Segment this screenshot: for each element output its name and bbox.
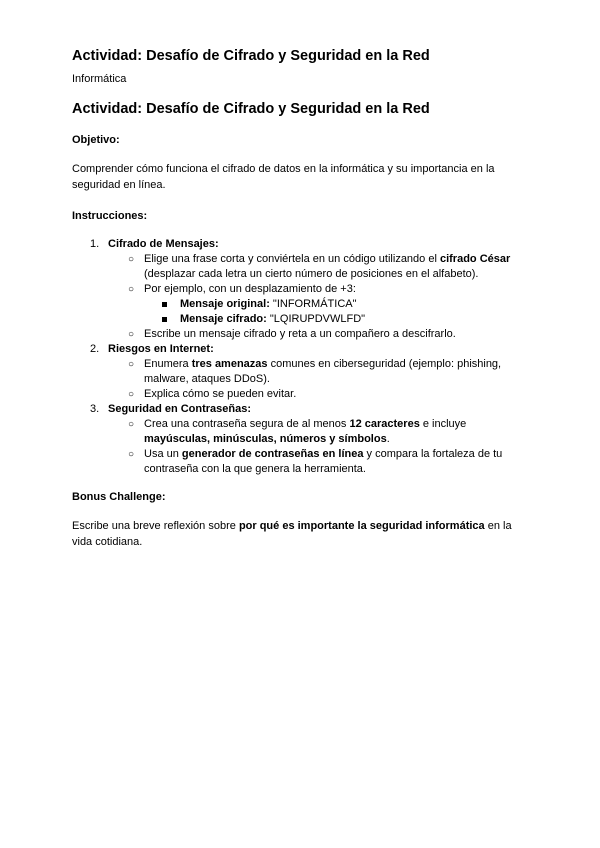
objetivo-label: Objetivo: (72, 134, 120, 146)
document-title: Actividad: Desafío de Cifrado y Seguridad en la Red (72, 48, 430, 64)
bonus-text: Escribe una breve reflexión sobre por qué es importante la seguridad informática en la vida cotidiana. (72, 520, 512, 548)
activity-heading: Actividad: Desafío de Cifrado y Seguridad en la Red (72, 101, 430, 117)
example-list (144, 297, 528, 327)
sub-list (108, 252, 528, 342)
item-heading: Cifrado de Mensajes: (108, 238, 219, 250)
list-item (72, 402, 528, 477)
list-item (72, 237, 528, 342)
item-number: 1. (90, 238, 100, 250)
instrucciones-label: Instrucciones: (72, 210, 148, 222)
example-item: Mensaje original: "INFORMÁTICA" (144, 297, 528, 312)
document-page (72, 46, 528, 550)
circle-bullet-icon: ○ (128, 329, 135, 340)
item-heading: Seguridad en Contraseñas: (108, 403, 252, 415)
circle-bullet-icon: ○ (128, 284, 135, 295)
example-item: Mensaje cifrado: "LQIRUPDVWLFD" (144, 312, 528, 327)
square-bullet-icon (162, 317, 167, 322)
document-subtitle: Informática (72, 73, 127, 85)
circle-bullet-icon: ○ (128, 359, 135, 370)
item-number: 3. (90, 403, 100, 415)
circle-bullet-icon: ○ (128, 254, 135, 265)
objetivo-text: Comprender cómo funciona el cifrado de datos en la informática y su importancia en la seguridad en línea. (72, 163, 495, 191)
sub-list-item: ○ Escribe un mensaje cifrado y reta a un compañero a descifrarlo. (128, 328, 456, 340)
circle-bullet-icon: ○ (128, 419, 135, 430)
circle-bullet-icon: ○ (128, 449, 135, 460)
circle-bullet-icon: ○ (128, 389, 135, 400)
sub-list-item: ○ Por ejemplo, con un desplazamiento de +3: Mensaje original: "INFORMÁTICA" Mensaje cifrado: "LQIRUPDVWLFD" (108, 282, 528, 327)
sub-list (108, 417, 528, 477)
item-number: 2. (90, 343, 100, 355)
sub-list-item: ○ Elige una frase corta y conviértela en un código utilizando el cifrado César (desplazar cada letra un cierto número de posiciones en el alfabeto). (128, 253, 511, 280)
instructions-list (72, 237, 528, 477)
sub-list-item: ○ Usa un generador de contraseñas en línea y compara la fortaleza de tu contraseña con la que genera la herramienta. (128, 448, 503, 475)
sub-list-item: ○ Crea una contraseña segura de al menos 12 caracteres e incluye mayúsculas, minúsculas, números y símbolos. (128, 418, 467, 445)
bonus-label: Bonus Challenge: (72, 491, 166, 503)
sub-list (108, 357, 528, 402)
sub-list-item: ○ Enumera tres amenazas comunes en ciberseguridad (ejemplo: phishing, malware, ataques DDoS). (128, 358, 502, 385)
item-heading: Riesgos en Internet: (108, 343, 214, 355)
list-item (72, 342, 528, 402)
square-bullet-icon (162, 302, 167, 307)
sub-list-item: ○ Explica cómo se pueden evitar. (128, 388, 297, 400)
